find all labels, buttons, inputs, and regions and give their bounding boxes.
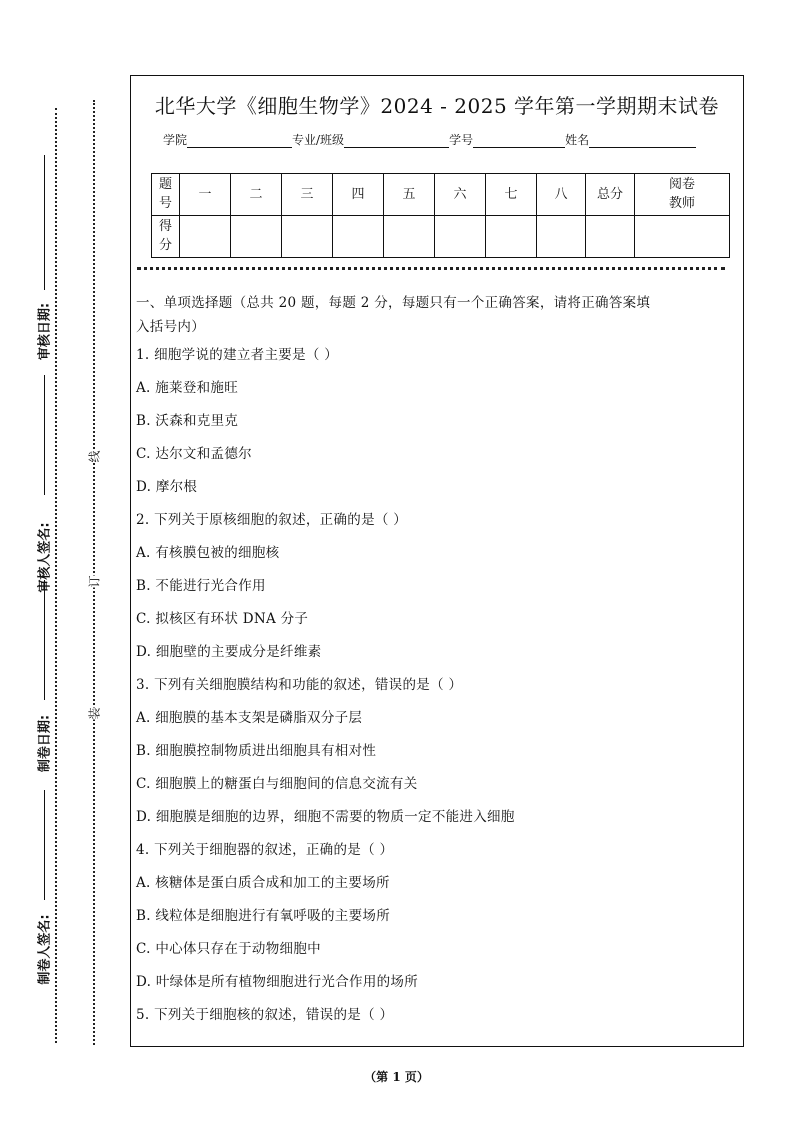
score-cell-total[interactable] xyxy=(586,216,635,258)
score-cell[interactable] xyxy=(435,216,486,258)
score-cell-grader[interactable] xyxy=(635,216,730,258)
section-instruction-line: 入括号内） xyxy=(136,319,205,335)
option-line: B. 线粒体是细胞进行有氧呼吸的主要场所 xyxy=(136,908,391,924)
student-id-blank[interactable] xyxy=(473,135,565,148)
option-line: A. 核糖体是蛋白质合成和加工的主要场所 xyxy=(136,875,390,891)
margin-dotted-line-outer xyxy=(55,108,57,1043)
col-header: 五 xyxy=(384,174,435,216)
option-line: C. 达尔文和孟德尔 xyxy=(136,446,252,462)
margin-dotted-line-inner xyxy=(93,100,95,1045)
col-header: 六 xyxy=(435,174,486,216)
col-header: 八 xyxy=(537,174,586,216)
col-header: 一 xyxy=(180,174,231,216)
score-cell[interactable] xyxy=(231,216,282,258)
section-instruction-line: 一、单项选择题（总共 20 题，每题 2 分，每题只有一个正确答案，请将正确答案填 xyxy=(136,295,651,311)
reviewer-signature-line xyxy=(44,375,45,495)
score-cell[interactable] xyxy=(333,216,384,258)
score-table xyxy=(151,173,730,258)
compile-date-label: 制卷日期: xyxy=(37,714,53,773)
review-date-line xyxy=(44,155,45,290)
review-date-label: 审核日期: xyxy=(37,302,53,361)
option-line: B. 细胞膜控制物质进出细胞具有相对性 xyxy=(136,743,377,759)
student-info-row xyxy=(163,131,696,148)
exam-title: 北华大学《细胞生物学》2024 - 2025 学年第一学期期末试卷 xyxy=(154,94,720,118)
page-number: （第 1 页） xyxy=(364,1070,429,1084)
question-stem: 3. 下列有关细胞膜结构和功能的叙述，错误的是（ ） xyxy=(136,677,463,693)
question-stem: 2. 下列关于原核细胞的叙述，正确的是（ ） xyxy=(136,512,408,528)
score-table-score-row xyxy=(152,216,730,258)
option-line: C. 细胞膜上的糖蛋白与细胞间的信息交流有关 xyxy=(136,776,418,792)
option-line: C. 拟核区有环状 DNA 分子 xyxy=(136,611,309,627)
major-class-blank[interactable] xyxy=(344,135,449,148)
option-line: B. 沃森和克里克 xyxy=(136,413,239,429)
binding-char-ding: 订 xyxy=(87,575,102,588)
field-label-major-class: 专业/班级 xyxy=(292,133,345,147)
col-header: 二 xyxy=(231,174,282,216)
field-label-name: 姓名 xyxy=(565,133,590,147)
option-line: A. 细胞膜的基本支架是磷脂双分子层 xyxy=(136,710,363,726)
exam-frame xyxy=(130,75,744,1047)
name-blank[interactable] xyxy=(589,135,696,148)
option-line: D. 摩尔根 xyxy=(136,479,198,495)
score-cell[interactable] xyxy=(384,216,435,258)
option-line: D. 细胞壁的主要成分是纤维素 xyxy=(136,644,322,660)
question-stem: 1. 细胞学说的建立者主要是（ ） xyxy=(136,347,339,363)
field-label-college: 学院 xyxy=(163,133,188,147)
section-instruction xyxy=(136,291,735,339)
col-header: 四 xyxy=(333,174,384,216)
row-label-score: 得分 xyxy=(152,216,180,258)
question-stem: 4. 下列关于细胞器的叙述，正确的是（ ） xyxy=(136,842,394,858)
score-cell[interactable] xyxy=(486,216,537,258)
option-line: A. 有核膜包被的细胞核 xyxy=(136,545,280,561)
score-table-header-row xyxy=(152,174,730,216)
col-header: 三 xyxy=(282,174,333,216)
binding-char-xian: 线 xyxy=(87,450,102,463)
reviewer-signature-label: 审核人签名: xyxy=(37,522,53,593)
field-label-student-id: 学号 xyxy=(449,133,474,147)
compiler-signature-label: 制卷人签名: xyxy=(37,914,53,985)
compiler-signature-line xyxy=(44,790,45,900)
binding-char-zhuang: 装 xyxy=(87,707,102,720)
college-blank[interactable] xyxy=(187,135,292,148)
question-stem: 5. 下列关于细胞核的叙述，错误的是（ ） xyxy=(136,1007,394,1023)
option-line: C. 中心体只存在于动物细胞中 xyxy=(136,941,321,957)
score-cell[interactable] xyxy=(282,216,333,258)
dotted-separator xyxy=(137,267,725,270)
row-label-question-no: 题号 xyxy=(152,174,180,216)
score-cell[interactable] xyxy=(180,216,231,258)
option-line: D. 细胞膜是细胞的边界，细胞不需要的物质一定不能进入细胞 xyxy=(136,809,515,825)
option-line: D. 叶绿体是所有植物细胞进行光合作用的场所 xyxy=(136,974,419,990)
col-header-grader: 阅卷教师 xyxy=(635,174,730,216)
col-header: 七 xyxy=(486,174,537,216)
score-cell[interactable] xyxy=(537,216,586,258)
option-line: A. 施莱登和施旺 xyxy=(136,380,239,396)
option-line: B. 不能进行光合作用 xyxy=(136,578,266,594)
col-header-total: 总分 xyxy=(586,174,635,216)
